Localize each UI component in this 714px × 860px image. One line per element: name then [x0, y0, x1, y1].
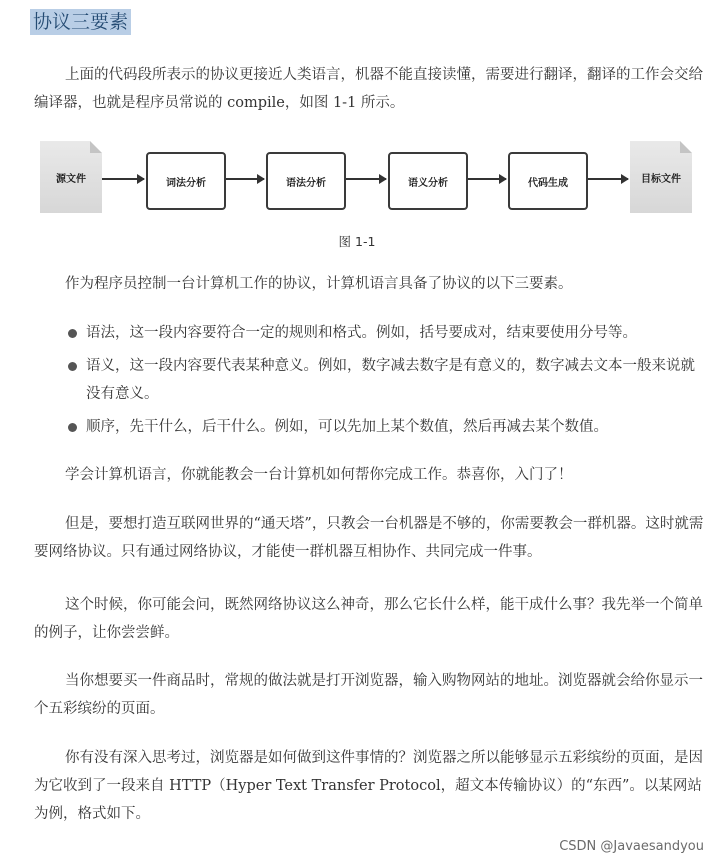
arrow-head-icon	[499, 174, 507, 184]
list-item	[66, 352, 706, 408]
arrow-head-icon	[137, 174, 145, 184]
arrow-head-icon	[621, 174, 629, 184]
arrow-head-icon	[379, 174, 387, 184]
csdn-watermark: CSDN @Javaesandyou	[559, 839, 704, 854]
flow-arrow	[468, 178, 506, 180]
doc-fold-icon	[680, 141, 692, 153]
doc-fold-icon	[90, 141, 102, 153]
list-item	[66, 319, 706, 347]
flow-step-label: 语义分析	[408, 177, 448, 189]
section-title: 协议三要素	[30, 9, 131, 35]
body-paragraph: 你有没有深入思考过，浏览器是如何做到这件事情的？浏览器之所以能够显示五彩缤纷的页面，是因为它收到了一段来自 HTTP（Hyper Text Transfer Protocol，超文本传输协议）的“东西”。以某网站为例，格式如下。	[34, 750, 703, 822]
flow-step-syntax	[266, 152, 346, 210]
bullet-dot-icon	[68, 329, 77, 338]
body-paragraph: 这个时候，你可能会问，既然网络协议这么神奇，那么它长什么样，能干成什么事？我先举一个简单的例子，让你尝尝鲜。	[34, 597, 703, 641]
flow-arrow	[588, 178, 628, 180]
flow-step-label: 代码生成	[528, 177, 568, 189]
list-item-text: 顺序，先干什么，后干什么。例如，可以先加上某个数值，然后再减去某个数值。	[86, 419, 608, 435]
flow-step-label: 词法分析	[166, 177, 206, 189]
flow-arrow	[226, 178, 264, 180]
flow-step-codegen	[508, 152, 588, 210]
intro-paragraph: 上面的代码段所表示的协议更接近人类语言，机器不能直接读懂，需要进行翻译，翻译的工作会交给编译器，也就是程序员常说的 compile，如图 1-1 所示。	[34, 67, 703, 111]
target-file-label: 目标文件	[641, 173, 681, 185]
flow-step-semantic	[388, 152, 468, 210]
three-elements-list	[66, 319, 706, 446]
flow-step-lexical	[146, 152, 226, 210]
bullet-dot-icon	[68, 423, 77, 432]
list-item	[66, 413, 706, 441]
source-file-doc	[40, 141, 102, 213]
target-file-doc	[630, 141, 692, 213]
body-paragraph: 但是，要想打造互联网世界的“通天塔”，只教会一台机器是不够的，你需要教会一群机器。这时就需要网络协议。只有通过网络协议，才能使一群机器互相协作、共同完成一件事。	[34, 516, 704, 560]
compile-flow-diagram	[40, 138, 690, 230]
lead-paragraph: 作为程序员控制一台计算机工作的协议，计算机语言具备了协议的以下三要素。	[65, 276, 573, 292]
list-item-text: 语法，这一段内容要符合一定的规则和格式。例如，括号要成对，结束要使用分号等。	[86, 325, 637, 341]
arrow-head-icon	[257, 174, 265, 184]
body-paragraph: 当你想要买一件商品时，常规的做法就是打开浏览器，输入购物网站的地址。浏览器就会给你显示一个五彩缤纷的页面。	[34, 673, 703, 717]
flow-arrow	[346, 178, 386, 180]
flow-arrow	[102, 178, 144, 180]
source-file-label: 源文件	[56, 173, 86, 185]
body-paragraph: 学会计算机语言，你就能教会一台计算机如何帮你完成工作。恭喜你，入门了！	[65, 467, 573, 483]
figure-caption: 图 1-1	[338, 234, 376, 249]
bullet-dot-icon	[68, 362, 77, 371]
list-item-text: 语义，这一段内容要代表某种意义。例如，数字减去数字是有意义的，数字减去文本一般来说就没有意义。	[86, 358, 695, 402]
flow-step-label: 语法分析	[286, 177, 326, 189]
